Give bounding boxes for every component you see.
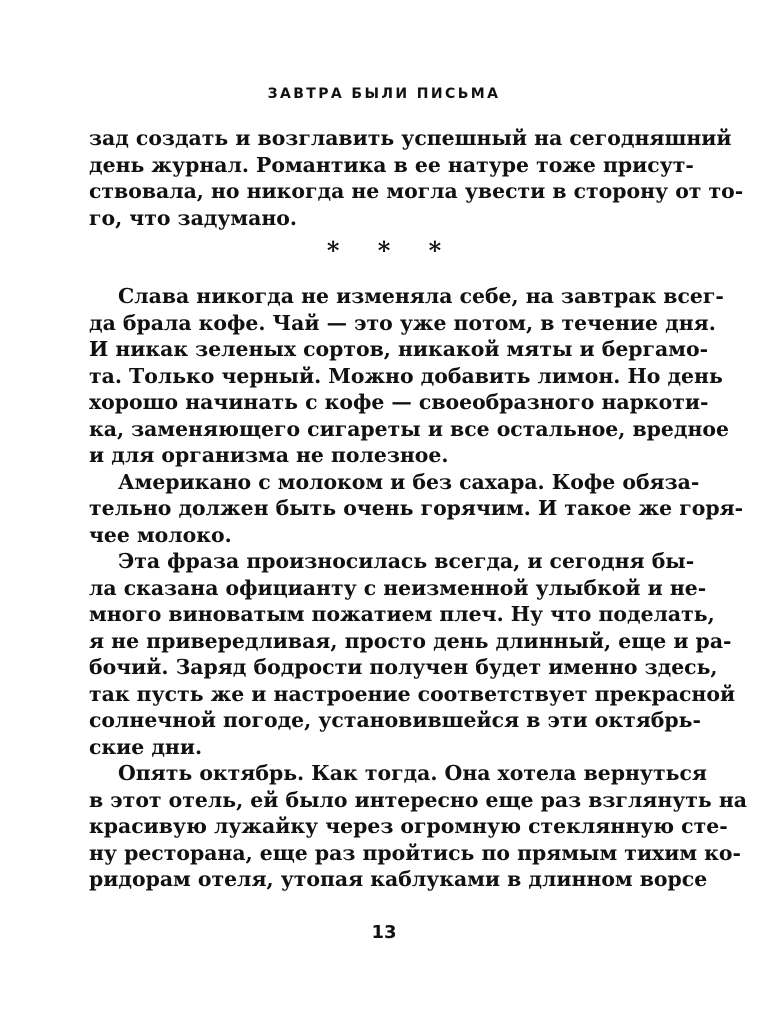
text-line: ла сказана официанту с неизменной улыбкой и не- bbox=[89, 575, 707, 600]
text-line: бочий. Заряд бодрости получен будет именно здесь, bbox=[89, 655, 718, 679]
text-line: ствовала, но никогда не могла увести в сторону от то- bbox=[89, 179, 744, 203]
text-line: тельно должен быть очень горячим. И такое же горя- bbox=[89, 496, 744, 520]
text-line: Эта фраза произносилась всегда, и сегодня бы- bbox=[118, 549, 695, 573]
running-head: ЗАВТРА БЫЛИ ПИСЬМА bbox=[267, 86, 501, 102]
page-number: 13 bbox=[371, 922, 397, 943]
text-line: хорошо начинать с кофе — своеобразного наркоти- bbox=[89, 390, 709, 414]
text-line: и для организма не полезное. bbox=[89, 443, 449, 467]
text-line: да брала кофе. Чай — это уже потом, в течение дня. bbox=[89, 310, 716, 335]
text-line: Слава никогда не изменяла себе, на завтрак всег- bbox=[118, 284, 724, 308]
text-line: та. Только черный. Можно добавить лимон. Но день bbox=[89, 363, 723, 388]
text-line: много виноватым пожатием плеч. Ну что поделать, bbox=[89, 602, 715, 626]
text-line: ские дни. bbox=[89, 734, 203, 759]
text-line: ридорам отеля, утопая каблуками в длинном ворсе bbox=[89, 867, 708, 891]
text-line: ка, заменяющего сигареты и все остальное, вредное bbox=[89, 416, 729, 441]
text-line: солнечной погоде, установившейся в эти октябрь- bbox=[89, 708, 701, 732]
paragraph-continuation bbox=[89, 125, 744, 231]
text-line: так пусть же и настроение соответствует прекрасной bbox=[89, 681, 736, 706]
text-line: Опять октябрь. Как тогда. Она хотела вернуться bbox=[118, 761, 707, 785]
text-line: в этот отель, ей было интересно еще раз взглянуть на bbox=[89, 787, 748, 812]
text-line: ну ресторана, еще раз пройтись по прямым тихим ко- bbox=[89, 840, 741, 865]
text-line: день журнал. Романтика в ее натуре тоже присут- bbox=[89, 152, 694, 177]
section-separator: * * * bbox=[326, 236, 457, 265]
text-line: го, что задумано. bbox=[89, 205, 297, 230]
text-line: зад создать и возглавить успешный на сегодняшний bbox=[89, 126, 732, 150]
text-line: чее молоко. bbox=[89, 522, 232, 547]
text-line: я не привередливая, просто день длинный, еще и ра- bbox=[89, 628, 732, 653]
text-line: красивую лужайку через огромную стеклянную сте- bbox=[89, 814, 728, 838]
main-text bbox=[89, 283, 748, 893]
text-line: И никак зеленых сортов, никакой мяты и бергамо- bbox=[89, 337, 709, 361]
text-line: Американо с молоком и без сахара. Кофе обяза- bbox=[118, 469, 700, 494]
